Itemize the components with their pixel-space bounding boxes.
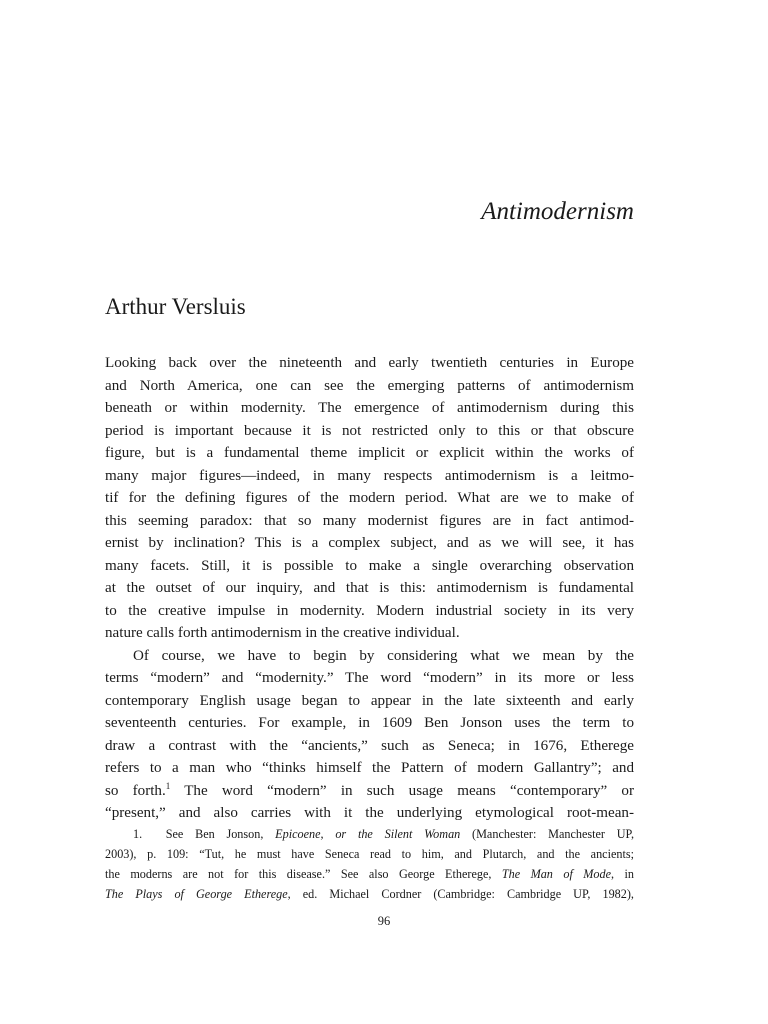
chapter-title: Antimodernism xyxy=(481,198,634,225)
text-line: contemporary English usage began to appear in the late sixteenth and early xyxy=(105,692,634,709)
text-line-with-note xyxy=(105,780,634,803)
text-line: draw a contrast with the “ancients,” such as Seneca; in 1676, Etherege xyxy=(105,737,634,754)
text-line: beneath or within modernity. The emergence of antimodernism during this xyxy=(105,400,634,416)
paragraph-1 xyxy=(105,352,634,645)
text-line: “present,” and also carries with it the underlying etymological root-mean- xyxy=(105,805,634,821)
body-text xyxy=(105,352,634,825)
footnote-text: (Manchester: Manchester UP, xyxy=(460,827,635,841)
text-line: figure, but is a fundamental theme implicit or explicit within the works of xyxy=(105,445,634,461)
text-line: Looking back over the nineteenth and early twentieth centuries in Europe xyxy=(105,355,634,371)
text-line: nature calls forth antimodernism in the creative individual. xyxy=(105,625,460,641)
text-line: tif for the defining figures of the modern period. What are we to make of xyxy=(105,490,634,506)
text-line: terms “modern” and “modernity.” The word “modern” in its more or less xyxy=(105,670,634,686)
footnote-reference[interactable]: 1 xyxy=(165,780,171,791)
footnotes xyxy=(105,824,634,904)
footnote-work-title: The Plays of George Etherege xyxy=(105,887,288,901)
page-number: 96 xyxy=(377,914,391,928)
footnote-text: the moderns are not for this disease.” See also George Etherege, xyxy=(105,867,502,881)
text-line: to the creative impulse in modernity. Modern industrial society in its very xyxy=(105,602,634,619)
footnote-line xyxy=(105,824,634,844)
text-run: The word “modern” in such usage means “contemporary” or xyxy=(170,782,634,799)
footnote-text: , ed. Michael Cordner (Cambridge: Cambridge UP, 1982), xyxy=(287,887,634,901)
text-line: many facets. Still, it is possible to make a single overarching observation xyxy=(105,557,634,574)
text-line: refers to a man who “thinks himself the Pattern of modern Gallantry”; and xyxy=(105,760,634,776)
text-line: ernist by inclination? This is a complex subject, and as we will see, it has xyxy=(105,535,634,551)
text-line: many major figures—indeed, in many respects antimodernism is a leitmo- xyxy=(105,467,634,484)
footnote-line: 2003), p. 109: “Tut, he must have Seneca read to him, and Plutarch, and the ancients; xyxy=(105,847,634,861)
footnote-text: 1. See Ben Jonson, xyxy=(133,827,276,841)
footnote-work-title: The Man of Mode xyxy=(501,867,612,881)
footnote-line xyxy=(105,884,634,904)
text-line: Of course, we have to begin by considering what we mean by the xyxy=(133,647,634,664)
text-line: this seeming paradox: that so many modernist figures are in fact antimod- xyxy=(105,512,634,529)
footnote-line xyxy=(105,864,634,884)
footnote-text: , in xyxy=(611,867,634,881)
footnote-work-title: Epicoene, or the Silent Woman xyxy=(275,827,461,841)
text-line: seventeenth centuries. For example, in 1609 Ben Jonson uses the term to xyxy=(105,715,634,731)
paragraph-2 xyxy=(105,645,634,825)
text-line: at the outset of our inquiry, and that is this: antimodernism is fundamental xyxy=(105,580,634,596)
author-name: Arthur Versluis xyxy=(105,294,246,319)
text-line: and North America, one can see the emerging patterns of antimodernism xyxy=(105,377,634,394)
text-line: period is important because it is not restricted only to this or that obscure xyxy=(105,422,634,439)
text-run: so forth. xyxy=(105,782,166,799)
